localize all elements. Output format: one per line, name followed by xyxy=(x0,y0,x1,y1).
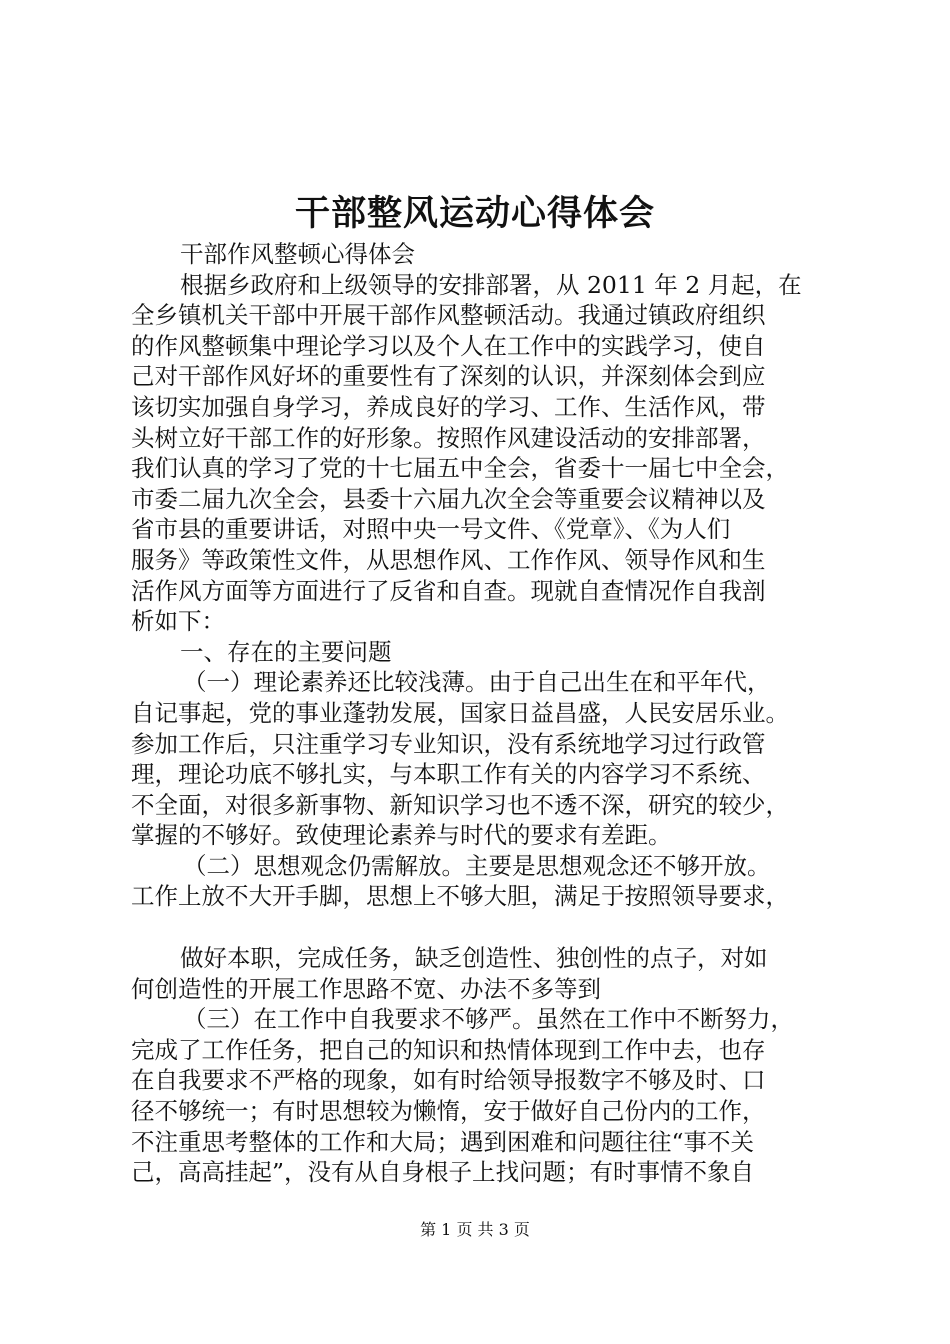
text-line: 自记事起，党的事业蓬勃发展，国家日益昌盛，人民安居乐业。 xyxy=(131,698,789,727)
text-line: 己对干部作风好坏的重要性有了深刻的认识，并深刻体会到应 xyxy=(131,362,766,391)
item-2-continued xyxy=(131,943,831,1004)
text-line: 径不够统一；有时思想较为懒惰，安于做好自己份内的工作， xyxy=(131,1097,766,1126)
text-line: 服务》等政策性文件，从思想作风、工作作风、领导作风和生 xyxy=(131,545,766,574)
document-body xyxy=(131,239,831,1188)
text-line: 我们认真的学习了党的十七届五中全会，省委十一届七中全会， xyxy=(131,454,789,483)
document-subtitle: 干部作风整顿心得体会 xyxy=(180,240,415,268)
text-line: （二）思想观念仍需解放。主要是思想观念还不够开放。 xyxy=(183,851,771,880)
text-line: 参加工作后，只注重学习专业知识，没有系统地学习过行政管 xyxy=(131,729,766,758)
text-line: 掌握的不够好。致使理论素养与时代的要求有差距。 xyxy=(131,821,672,850)
text-line: 市委二届九次全会，县委十六届九次全会等重要会议精神以及 xyxy=(131,484,766,513)
text-line: 己，高高挂起”，没有从自身根子上找问题；有时事情不象自 xyxy=(131,1158,755,1187)
text-line: 做好本职，完成任务，缺乏创造性、独创性的点子，对如 xyxy=(180,944,768,973)
text-line: 的作风整顿集中理论学习以及个人在工作中的实践学习，使自 xyxy=(131,331,766,360)
page-number-footer: 第 1 页 共 3 页 xyxy=(420,1220,530,1239)
text-line: 在自我要求不严格的现象，如有时给领导报数字不够及时、口 xyxy=(131,1066,766,1095)
text-line: 不注重思考整体的工作和大局；遇到困难和问题往往“事不关 xyxy=(131,1127,755,1156)
text-line: 活作风方面等方面进行了反省和自查。现就自查情况作自我剖 xyxy=(131,576,766,605)
text-line: 完成了工作任务，把自己的知识和热情体现到工作中去，也存 xyxy=(131,1035,766,1064)
text-line: （三）在工作中自我要求不够严。虽然在工作中不断努力， xyxy=(183,1005,794,1034)
text-line: 何创造性的开展工作思路不宽、办法不多等到 xyxy=(131,974,601,1003)
paragraph-gap xyxy=(131,912,831,943)
text-line: 理，理论功底不够扎实，与本职工作有关的内容学习不系统、 xyxy=(131,760,766,789)
text-line: 工作上放不大开手脚，思想上不够大胆，满足于按照领导要求， xyxy=(131,882,789,911)
section-heading: 一、存在的主要问题 xyxy=(180,637,392,666)
item-2 xyxy=(131,851,831,912)
item-1 xyxy=(131,667,831,851)
text-line: 该切实加强自身学习，养成良好的学习、工作、生活作风，带 xyxy=(131,392,766,421)
text-line: 根据乡政府和上级领导的安排部署，从 2011 年 2 月起，在 xyxy=(180,270,802,299)
text-line: 头树立好干部工作的好形象。按照作风建设活动的安排部署， xyxy=(131,423,766,452)
document-title: 干部整风运动心得体会 xyxy=(294,193,655,234)
text-line: 省市县的重要讲话，对照中央一号文件、《党章》、《为人们 xyxy=(131,515,731,544)
text-line: 全乡镇机关干部中开展干部作风整顿活动。我通过镇政府组织 xyxy=(131,301,766,330)
text-line: （一）理论素养还比较浅薄。由于自己出生在和平年代， xyxy=(183,668,771,697)
text-line: 析如下： xyxy=(131,607,225,636)
text-line: 不全面，对很多新事物、新知识学习也不透不深，研究的较少， xyxy=(131,790,789,819)
paragraph-intro xyxy=(131,270,831,637)
item-3 xyxy=(131,1004,831,1188)
